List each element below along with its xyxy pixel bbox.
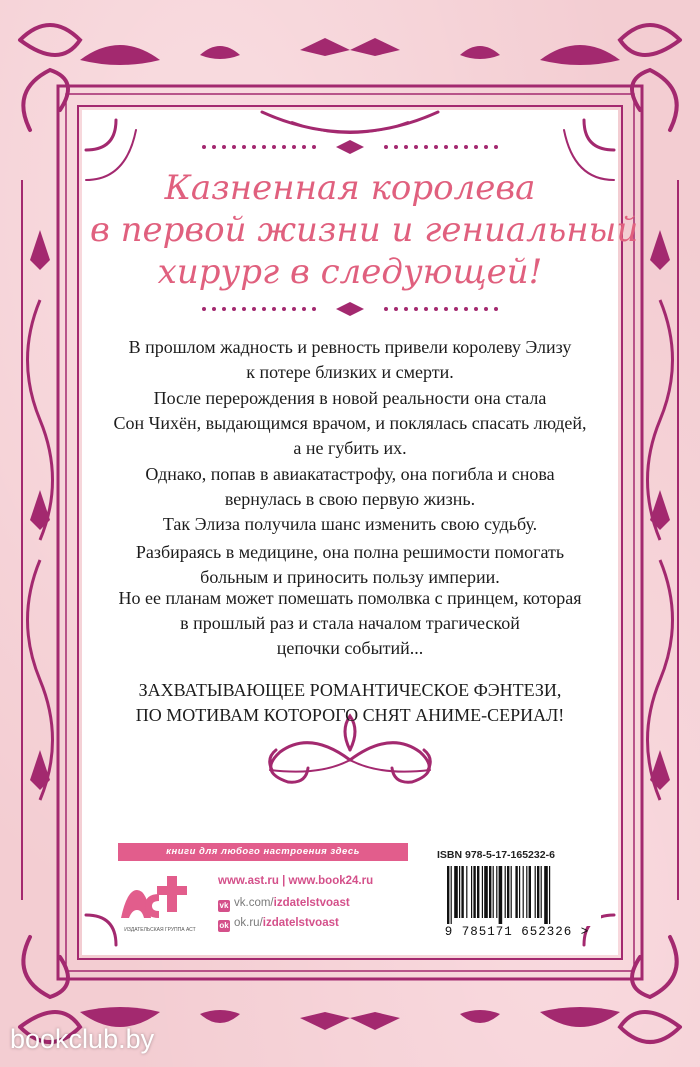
site-book24-link[interactable]: www.book24.ru [288,875,374,887]
barcode-bar [529,866,531,918]
publisher-slogan-strip: книги для любого настроения здесь [118,843,408,861]
paragraph-2-line-3: а не губить их. [293,438,407,458]
paragraph-5 [92,540,608,590]
paragraph-2-line-1: После перерождения в новой реальности она стала [153,388,547,408]
barcode-bar [511,866,512,918]
paragraph-6 [92,586,608,661]
paragraph-6-line-2: в прошлый раз и стала началом трагической [180,613,520,633]
barcode-bar [537,866,539,918]
logo-caption: ИЗДАТЕЛЬСКАЯ ГРУППА АСТ [124,927,196,933]
ok-prefix: ok.ru/ [234,917,263,929]
barcode-bar [466,866,467,918]
paragraph-4-line-1: Так Элиза получила шанс изменить свою судьбу. [162,514,538,534]
barcode-bar [447,866,449,924]
barcode-bar [489,866,491,918]
tagline-line-1: Казненная королева [164,168,536,208]
website-links [218,875,373,887]
barcode-bar [544,866,548,924]
paragraph-2 [92,386,608,461]
barcode-bar [471,866,472,918]
barcode-bar [519,866,520,918]
ok-handle: izdatelstvoast [262,917,339,929]
barcode-bar [459,866,460,918]
paragraph-1 [92,335,608,385]
tagline-line-2: в первой жизни и гениальный [90,210,639,250]
highlight-line-1: ЗАХВАТЫВАЮЩЕЕ РОМАНТИЧЕСКОЕ ФЭНТЕЗИ, [138,680,562,700]
paragraph-3-line-1: Однако, попав в авиакатастрофу, она погибла и снова [145,464,555,484]
barcode-bar [523,866,524,918]
separator: | [282,875,286,887]
barcode-bar [477,866,479,918]
paragraph-5-line-2: больным и приносить пользу империи. [200,567,500,587]
ast-logo-icon [119,874,203,926]
paragraph-1-line-1: В прошлом жадность и ревность привели королеву Элизу [128,337,572,357]
barcode-bars [433,864,601,926]
isbn-label: ISBN 978-5-17-165232-6 [437,849,555,861]
watermark: bookclub.by [10,1024,155,1054]
barcode-bar [505,866,506,918]
vk-handle: izdatelstvoast [273,897,350,909]
vk-icon: vk [219,901,229,910]
barcode-bar [461,866,463,918]
highlight-line-2: ПО МОТИВАМ КОТОРОГО СНЯТ АНИМЕ-СЕРИАЛ! [135,705,565,725]
barcode-bar [493,866,494,918]
barcode-bar [482,866,483,918]
tagline-line-3: хирург в следующей! [157,252,543,292]
paragraph-3 [92,462,608,512]
barcode-bar [515,866,517,918]
ok-icon: ok [219,921,229,930]
paragraph-6-line-3: цепочки событий... [276,638,424,658]
barcode-bar [454,866,458,918]
barcode-bar [541,866,542,918]
paragraph-3-line-2: вернулась в свою первую жизнь. [224,489,476,509]
barcode-bar [549,866,550,924]
vk-link[interactable] [218,897,350,912]
site-ast-link[interactable]: www.ast.ru [218,875,279,887]
barcode-bar [451,866,452,924]
paragraph-2-line-2: Сон Чихён, выдающимся врачом, и поклялась спасать людей, [113,413,587,433]
barcode-bar [496,866,497,918]
barcode-bar [535,866,536,918]
paragraph-6-line-1: Но ее планам может помешать помолвка с принцем, которая [118,588,582,608]
paragraph-1-line-2: к потере близких и смерти. [246,362,454,382]
paragraph-4 [92,512,608,537]
barcode-digits: 9 785171 652326 > [444,925,590,939]
vk-prefix: vk.com/ [234,897,274,909]
barcode-bar [484,866,488,918]
barcode-bar [473,866,475,918]
barcode [433,864,601,926]
barcode-bar [507,866,509,918]
paragraph-5-line-1: Разбираясь в медицине, она полна решимости помогать [135,542,565,562]
ok-link[interactable] [218,917,339,932]
barcode-bar [526,866,527,918]
barcode-bar [499,866,503,924]
